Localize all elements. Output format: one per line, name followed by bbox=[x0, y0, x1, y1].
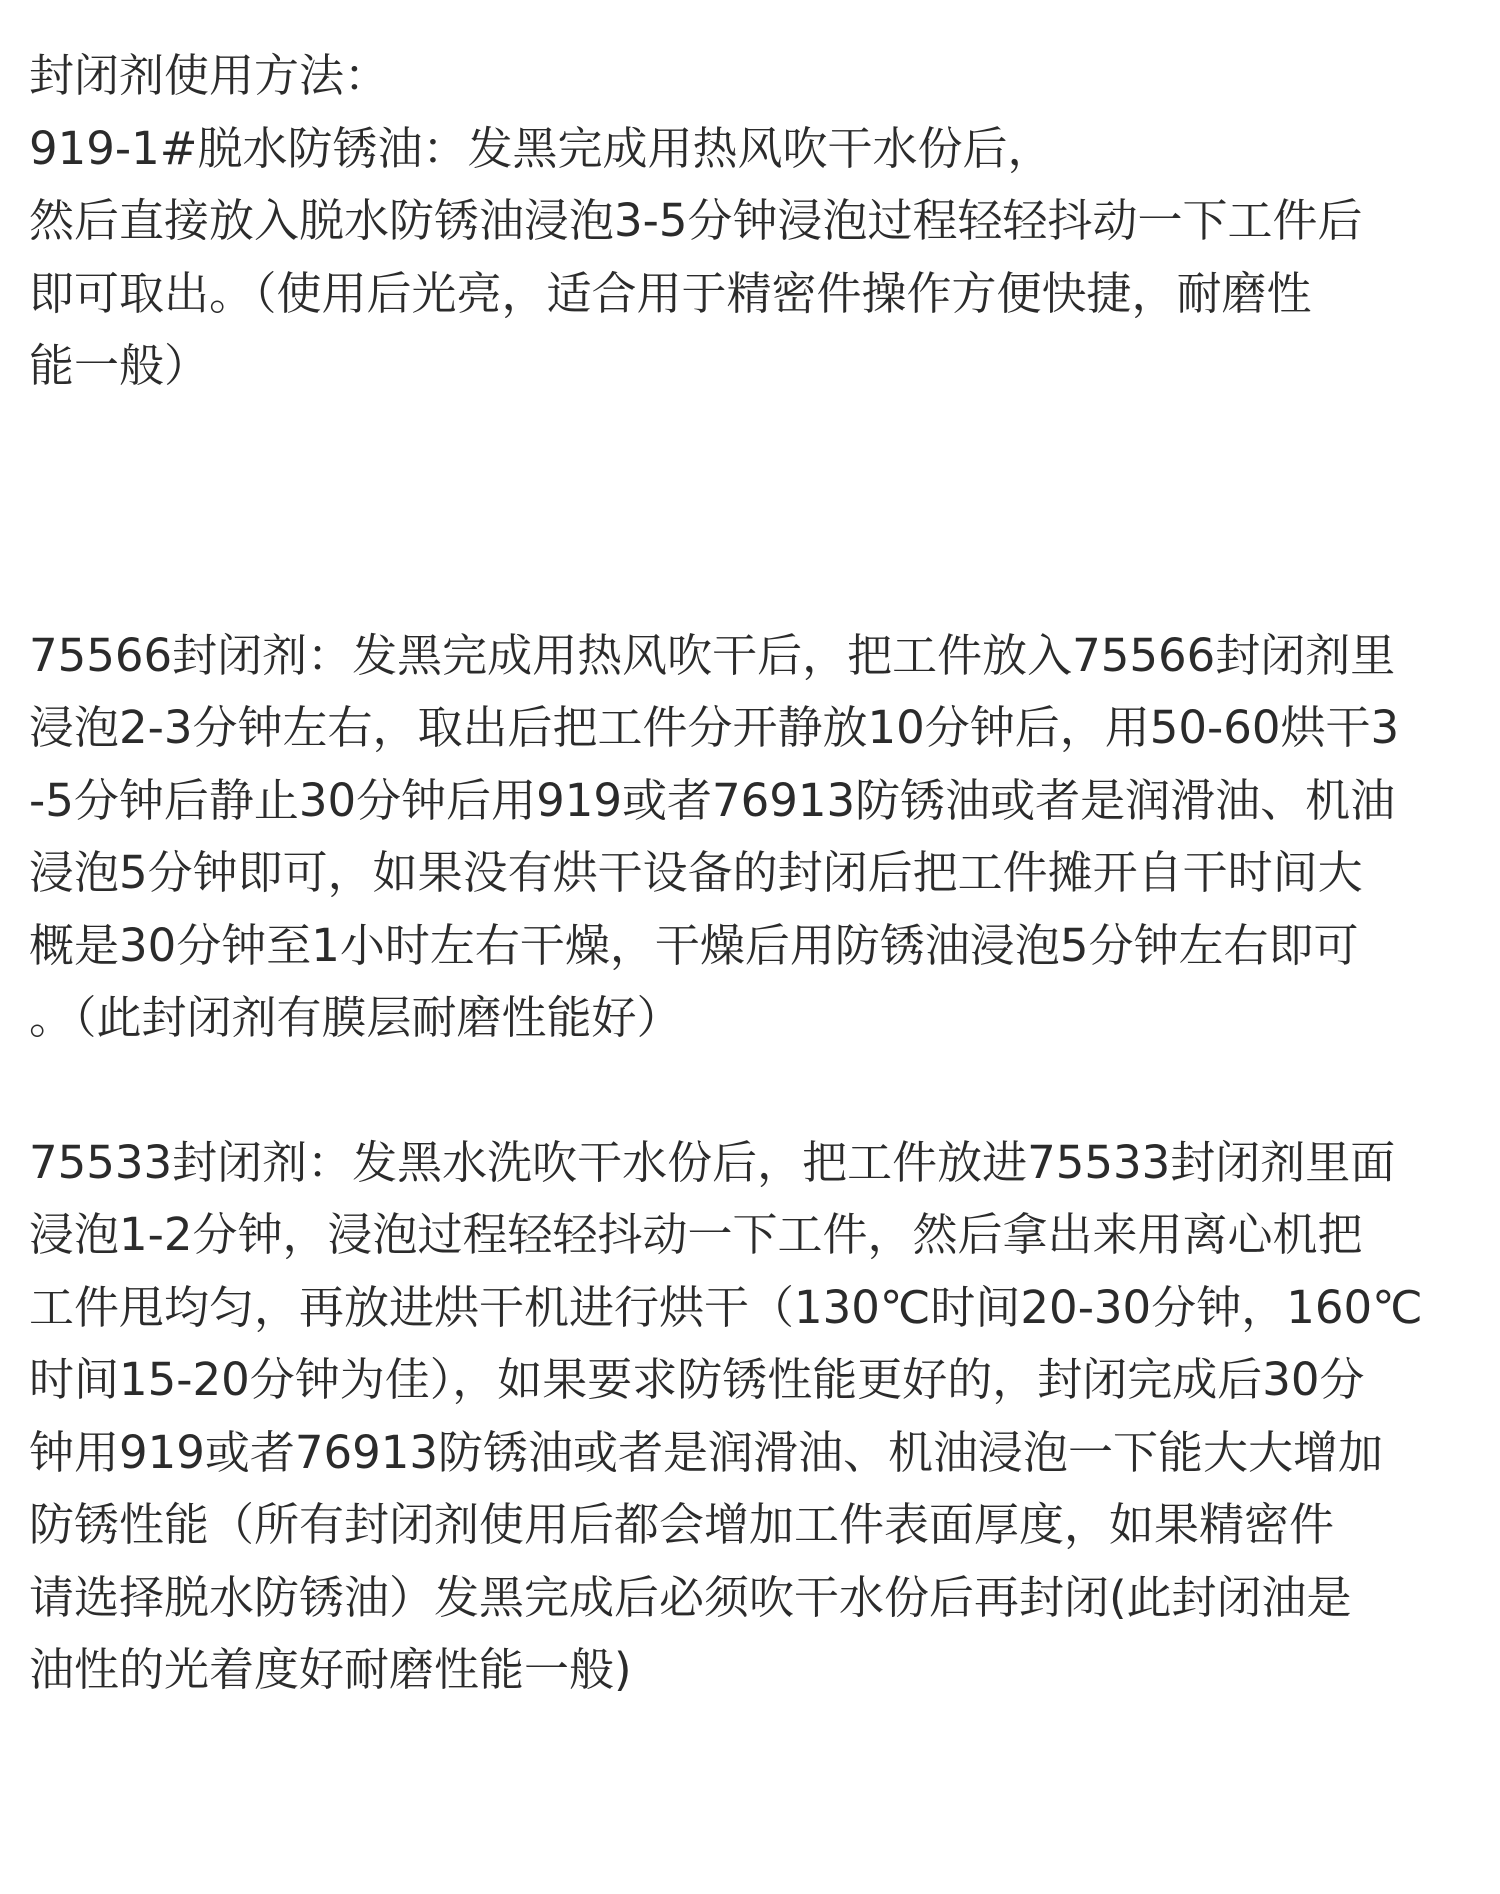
text-line: 然后直接放入脱水防锈油浸泡3-5分钟浸泡过程轻轻抖动一下工件后 bbox=[29, 194, 1363, 247]
text-line: 概是30分钟至1小时左右干燥，干燥后用防锈油浸泡5分钟左右即可 bbox=[29, 918, 1359, 972]
text-line: 。（此封闭剂有膜层耐磨性能好） bbox=[29, 991, 682, 1044]
text-line: 时间15-20分钟为佳），如果要求防锈性能更好的，封闭完成后30分 bbox=[29, 1353, 1365, 1406]
text-line: 钟用919或者76913防锈油或者是润滑油、机油浸泡一下能大大增加 bbox=[29, 1425, 1384, 1479]
section-919-1 bbox=[29, 113, 1479, 403]
text-line: 能一般） bbox=[29, 339, 210, 392]
document-body bbox=[29, 40, 1479, 1707]
text-line: 工件甩均匀，再放进烘干机进行烘干（130℃时间20-30分钟，160℃ bbox=[29, 1280, 1423, 1334]
text-line: 75533封闭剂：发黑水洗吹干水份后，把工件放进75533封闭剂里面 bbox=[29, 1135, 1396, 1189]
text-line: 浸泡2-3分钟左右，取出后把工件分开静放10分钟后，用50-60烘干3 bbox=[29, 701, 1400, 754]
text-line: 75566封闭剂：发黑完成用热风吹干后，把工件放入75566封闭剂里 bbox=[29, 628, 1396, 682]
spacer bbox=[29, 1055, 1479, 1127]
text-line: 919-1#脱水防锈油：发黑完成用热风吹干水份后， bbox=[29, 121, 1053, 175]
text-line: 防锈性能（所有封闭剂使用后都会增加工件表面厚度，如果精密件 bbox=[29, 1498, 1335, 1551]
spacer bbox=[29, 403, 1479, 620]
section-75566 bbox=[29, 620, 1479, 1055]
text-line: -5分钟后静止30分钟后用919或者76913防锈油或者是润滑油、机油 bbox=[29, 773, 1396, 827]
text-line: 浸泡1-2分钟，浸泡过程轻轻抖动一下工件，然后拿出来用离心机把 bbox=[29, 1208, 1363, 1261]
text-line: 浸泡5分钟即可，如果没有烘干设备的封闭后把工件摊开自干时间大 bbox=[29, 846, 1363, 899]
section-75533 bbox=[29, 1127, 1479, 1707]
text-line: 即可取出。（使用后光亮，适合用于精密件操作方便快捷，耐磨性 bbox=[29, 266, 1312, 320]
heading: 封闭剂使用方法： bbox=[29, 49, 390, 102]
text-line: 油性的光着度好耐磨性能一般) bbox=[29, 1643, 632, 1696]
text-line: 请选择脱水防锈油）发黑完成后必须吹干水份后再封闭(此封闭油是 bbox=[29, 1570, 1352, 1624]
